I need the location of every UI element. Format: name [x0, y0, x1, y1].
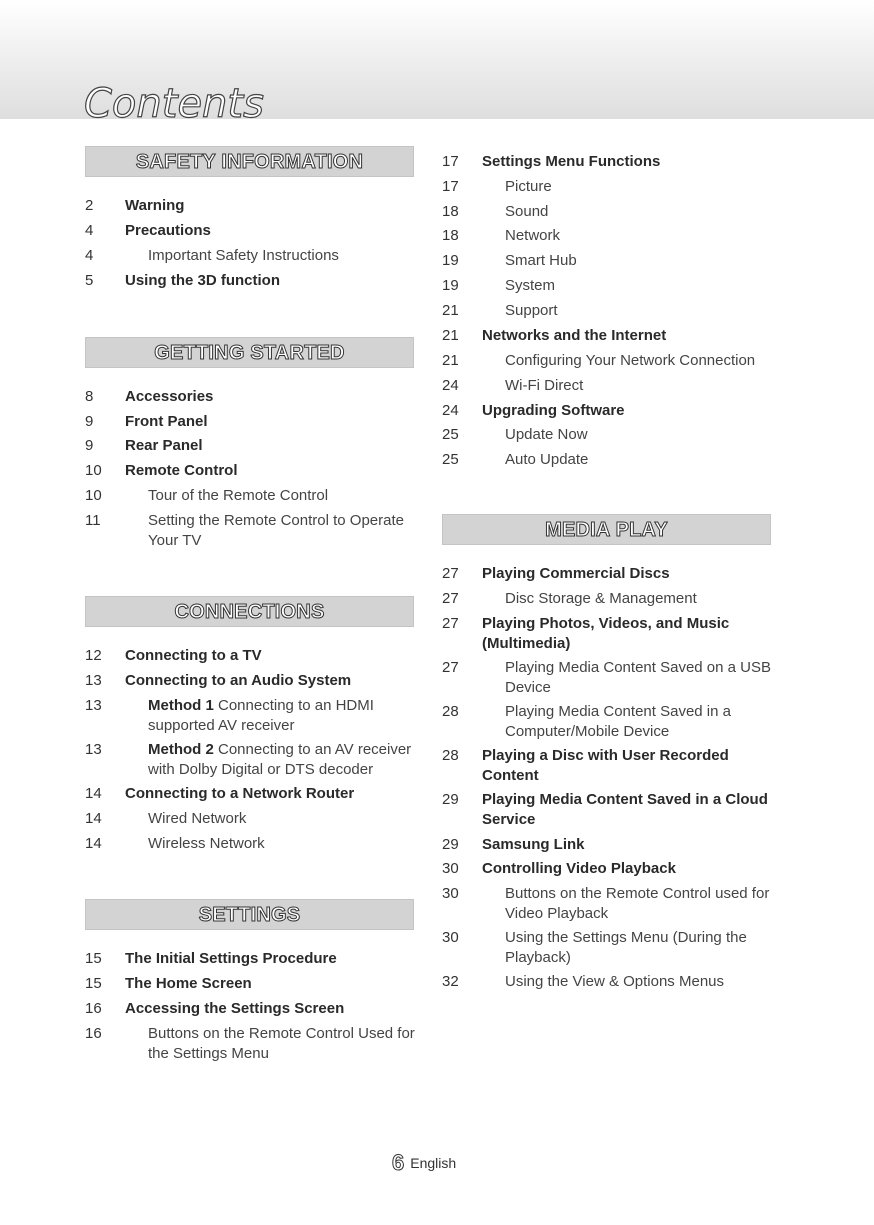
toc-page-number: 30 [442, 860, 459, 877]
toc-page-number: 21 [442, 352, 459, 369]
toc-entry-title: Samsung Link [482, 836, 585, 853]
method-label: Method 2 [148, 741, 214, 758]
toc-page-number: 5 [85, 272, 94, 289]
toc-page-number: 19 [442, 252, 459, 269]
page-footer [392, 1150, 456, 1176]
toc-entry-title: Remote Control [125, 462, 238, 479]
toc-page-number: 29 [442, 791, 459, 808]
toc-entry-title: Update Now [505, 426, 588, 443]
toc-page-number: 32 [442, 973, 459, 990]
toc-entry-title: Setting the Remote Control to Operate Your TV [148, 512, 404, 549]
toc-page-number: 21 [442, 327, 459, 344]
toc-entry-title: Playing Photos, Videos, and Music (Multimedia) [482, 615, 730, 652]
toc-page-number: 14 [85, 835, 102, 852]
toc-page-number: 17 [442, 153, 459, 170]
toc-entry-title: Smart Hub [505, 252, 577, 269]
toc-entry-title: Upgrading Software [482, 402, 625, 419]
toc-page-number: 29 [442, 836, 459, 853]
toc-entry-title: Auto Update [505, 451, 589, 468]
toc-entry-title: Tour of the Remote Control [148, 487, 329, 504]
toc-entry-title: Networks and the Internet [482, 327, 667, 344]
toc-page-number: 27 [442, 565, 459, 582]
toc-entry-title: System [505, 277, 556, 294]
toc-page-number: 17 [442, 178, 459, 195]
toc-entry-title: Buttons on the Remote Control used for Video Playback [505, 885, 770, 922]
page-number: 6 [392, 1150, 405, 1175]
toc-entry-title: Connecting to a Network Router [125, 785, 355, 802]
toc-page-number: 24 [442, 377, 459, 394]
toc-entry-title: Playing Commercial Discs [482, 565, 670, 582]
toc-page-number: 11 [85, 512, 101, 529]
toc-page-number: 27 [442, 590, 459, 607]
toc-page-number: 28 [442, 747, 459, 764]
toc-page-number: 30 [442, 885, 459, 902]
toc-entry-title: Playing Media Content Saved in a Computer/Mobile Device [505, 703, 731, 740]
toc-page-number: 30 [442, 929, 459, 946]
toc-entry-title: Playing a Disc with User Recorded Content [482, 747, 729, 784]
toc-page-number: 28 [442, 703, 459, 720]
toc-entry-title: Wired Network [148, 810, 247, 827]
toc-entry-title: Disc Storage & Management [505, 590, 697, 607]
toc-page-number: 14 [85, 785, 102, 802]
toc-entry-title: Accessories [125, 388, 214, 405]
toc-page-number: 13 [85, 697, 102, 714]
toc-page-number: 25 [442, 426, 459, 443]
toc-entry-title: Wi-Fi Direct [505, 377, 584, 394]
toc-page-number: 9 [85, 437, 94, 454]
toc-entry-title: Support [505, 302, 558, 319]
toc-page-number: 10 [85, 487, 102, 504]
section-heading: MEDIA PLAY [442, 514, 771, 545]
toc-page-number: 15 [85, 950, 102, 967]
toc-entry-title: Warning [125, 197, 185, 214]
toc-page-number: 24 [442, 402, 459, 419]
toc-entry-title: Playing Media Content Saved in a Cloud Service [482, 791, 768, 828]
toc-page-number: 12 [85, 647, 102, 664]
toc-page-number: 13 [85, 672, 102, 689]
toc-entry-title: Precautions [125, 222, 211, 239]
toc-entry-title: The Home Screen [125, 975, 252, 992]
toc-entry-title: Accessing the Settings Screen [125, 1000, 345, 1017]
toc-entry-title: Controlling Video Playback [482, 860, 676, 877]
toc-page-number: 18 [442, 203, 459, 220]
toc-entry-title: Rear Panel [125, 437, 203, 454]
toc-page-number: 15 [85, 975, 102, 992]
toc-page-number: 25 [442, 451, 459, 468]
section-heading: GETTING STARTED [85, 337, 414, 368]
toc-page-number: 16 [85, 1025, 102, 1042]
toc-page-number: 4 [85, 247, 94, 264]
toc-entry-title: Method 1 Connecting to an HDMI supported AV receiver [148, 697, 374, 734]
toc-page-number: 16 [85, 1000, 102, 1017]
toc-page-number: 21 [442, 302, 459, 319]
toc-page-number: 2 [85, 197, 94, 214]
toc-entry-title: Settings Menu Functions [482, 153, 661, 170]
toc-entry-title: The Initial Settings Procedure [125, 950, 337, 967]
section-heading: CONNECTIONS [85, 596, 414, 627]
toc-page-number: 4 [85, 222, 94, 239]
toc-page-number: 27 [442, 659, 459, 676]
toc-page-number: 9 [85, 413, 94, 430]
toc-page-number: 8 [85, 388, 94, 405]
toc-page-number: 19 [442, 277, 459, 294]
toc-entry-title: Using the Settings Menu (During the Playback) [505, 929, 747, 966]
section-heading: SETTINGS [85, 899, 414, 930]
toc-entry-title: Picture [505, 178, 552, 195]
toc-entry-title: Front Panel [125, 413, 208, 430]
toc-entry-title: Network [505, 227, 561, 244]
toc-entry-title: Using the View & Options Menus [505, 973, 725, 990]
toc-entry-title: Sound [505, 203, 549, 220]
toc-page-number: 10 [85, 462, 102, 479]
page-title: Contents [84, 81, 264, 127]
toc-page-number: 13 [85, 741, 102, 758]
toc-entry-title: Buttons on the Remote Control Used for the Settings Menu [148, 1025, 415, 1062]
language-label: English [410, 1155, 457, 1171]
toc-entry-title: Wireless Network [148, 835, 265, 852]
section-heading: SAFETY INFORMATION [85, 146, 414, 177]
toc-page-number: 14 [85, 810, 102, 827]
toc-entry-title: Method 2 Connecting to an AV receiver with Dolby Digital or DTS decoder [148, 741, 412, 778]
toc-page-number: 18 [442, 227, 459, 244]
toc-entry-title: Configuring Your Network Connection [505, 352, 756, 369]
toc-entry-title: Connecting to a TV [125, 647, 262, 664]
method-label: Method 1 [148, 697, 214, 714]
toc-entry-title: Connecting to an Audio System [125, 672, 352, 689]
toc-entry-title: Using the 3D function [125, 272, 280, 289]
toc-entry-title: Playing Media Content Saved on a USB Device [505, 659, 771, 696]
toc-entry-title: Important Safety Instructions [148, 247, 339, 264]
toc-page-number: 27 [442, 615, 459, 632]
